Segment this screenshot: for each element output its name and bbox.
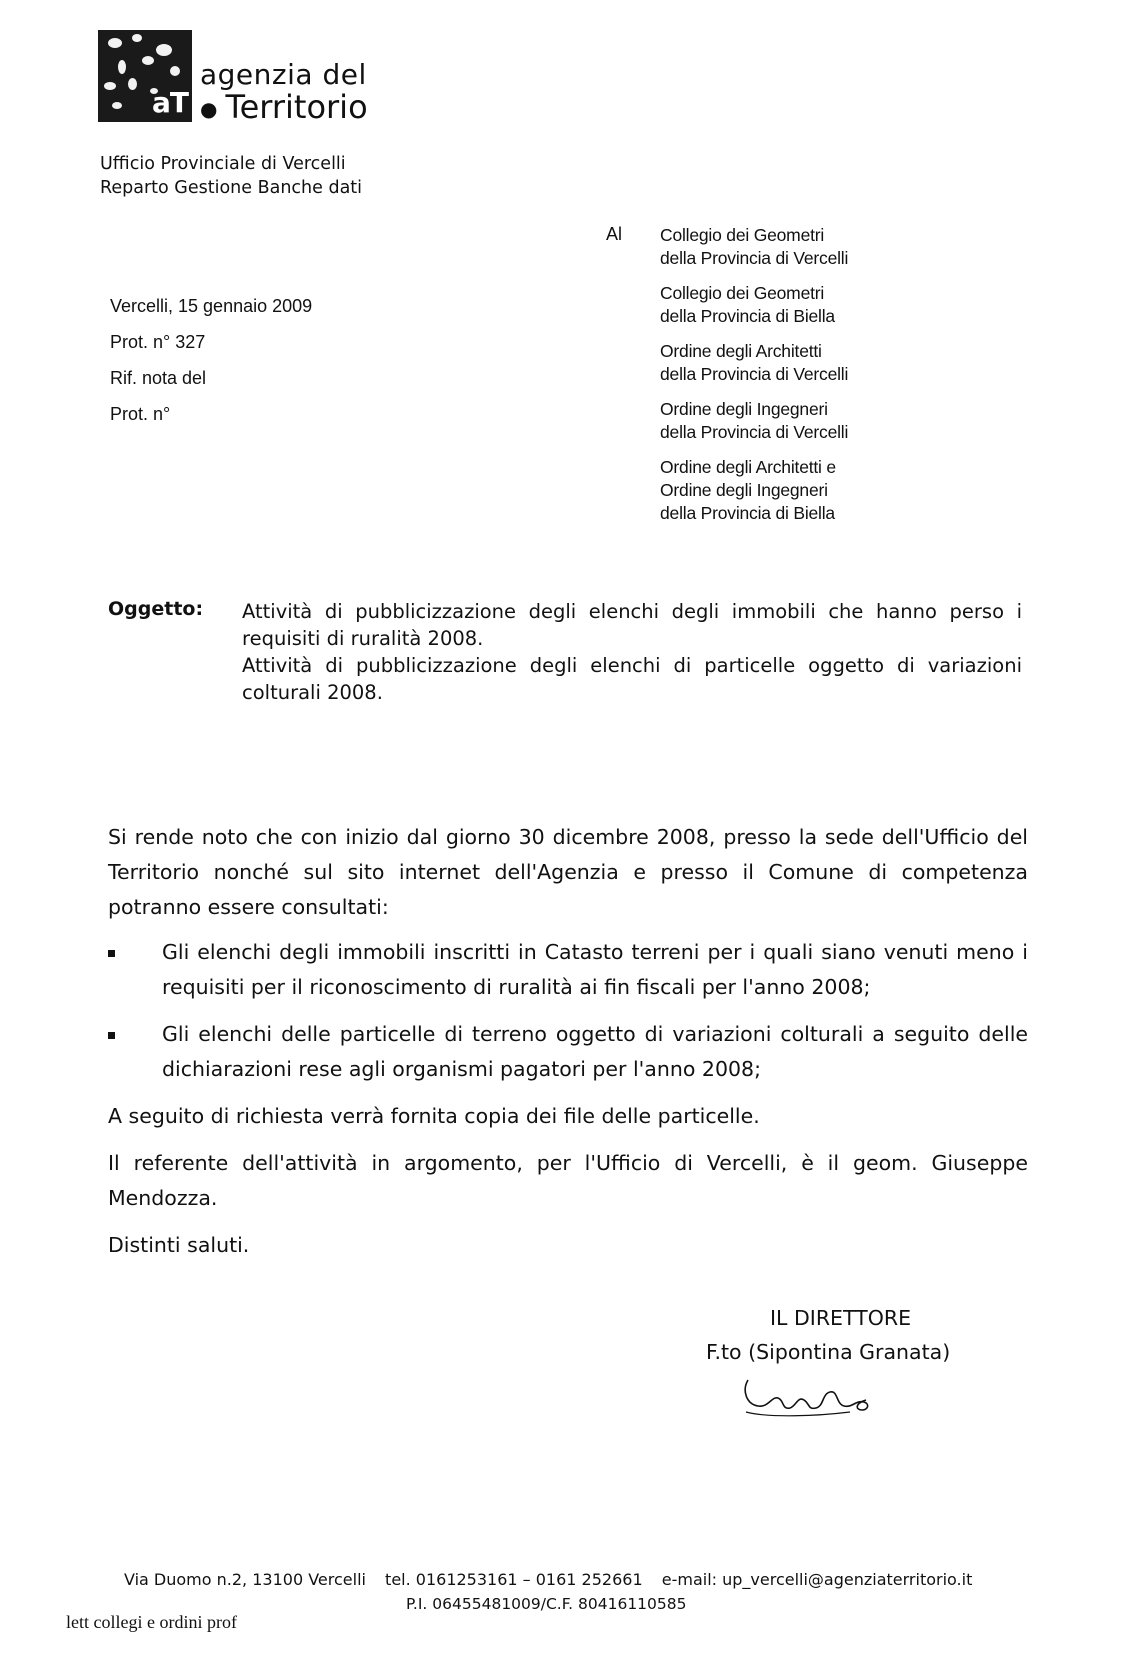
recipient: [660, 224, 848, 270]
office-name: Ufficio Provinciale di Vercelli: [100, 154, 346, 174]
letter-body: [108, 820, 1028, 1275]
recipient: [660, 340, 848, 386]
recipient-line: della Provincia di Vercelli: [660, 248, 849, 268]
recipient-line: Ordine degli Architetti: [660, 341, 822, 361]
footer-email: e-mail: up_vercelli@agenziaterritorio.it: [661, 1570, 973, 1589]
subject-label: Oggetto:: [108, 598, 204, 620]
recipient-line: Ordine degli Ingegneri: [660, 480, 828, 500]
office-department: Reparto Gestione Banche dati: [100, 178, 363, 198]
logo-emblem-icon: ●: [200, 97, 218, 121]
footer-fiscal-codes: P.I. 06455481009/C.F. 80416110585: [406, 1595, 687, 1613]
office-block: [100, 152, 362, 200]
signatory-name: F.to (Sipontina Granata): [706, 1340, 951, 1364]
contact-paragraph: Il referente dell'attività in argomento, per l'Ufficio di Vercelli, è il geom. Giuseppe Mendozza.: [108, 1151, 1028, 1210]
recipient-line: Collegio dei Geometri: [660, 283, 825, 303]
bullet-icon: [108, 1032, 115, 1039]
reference-note: Rif. nota del: [110, 368, 207, 388]
handwritten-signature: [738, 1360, 888, 1420]
list-item: [108, 935, 1028, 1005]
intro-paragraph: Si rende noto che con inizio dal giorno 30 dicembre 2008, presso la sede dell'Ufficio del Territorio nonché sul sito internet dell'Agenzia e presso il Comune di competenza potranno essere consultati:: [108, 825, 1028, 919]
recipient: [660, 398, 848, 444]
letter-meta: [110, 288, 312, 432]
recipients-list: [660, 224, 848, 537]
addressee-label: Al: [606, 224, 623, 244]
recipient-line: della Provincia di Biella: [660, 306, 835, 326]
agency-name-territorio: Territorio: [225, 88, 368, 126]
subject-text: [242, 598, 1022, 706]
recipient-line: Collegio dei Geometri: [660, 225, 825, 245]
agency-name-line2: [200, 88, 368, 126]
copy-request-paragraph: A seguito di richiesta verrà fornita copia dei file delle particelle.: [108, 1104, 760, 1128]
recipient-line: della Provincia di Biella: [660, 503, 835, 523]
footer-phone: tel. 0161253161 – 0161 252661: [385, 1570, 643, 1589]
recipient-line: Ordine degli Ingegneri: [660, 399, 828, 419]
footer-contacts: [124, 1570, 972, 1589]
recipient-line: della Provincia di Vercelli: [660, 364, 849, 384]
list-item-text: Gli elenchi degli immobili inscritti in Catasto terreni per i quali siano venuti meno i requisiti per il riconoscimento di ruralità ai fin fiscali per l'anno 2008;: [162, 940, 1028, 999]
list-item: [108, 1017, 1028, 1087]
file-note: lett collegi e ordini prof: [66, 1612, 237, 1632]
reference-protocol: Prot. n°: [110, 404, 171, 424]
subject-line-2: Attività di pubblicizzazione degli elenchi di particelle oggetto di variazioni colturali 2008.: [242, 654, 1022, 704]
list-item-text: Gli elenchi delle particelle di terreno oggetto di variazioni colturali a seguito delle dichiarazioni rese agli organismi pagatori per l'anno 2008;: [162, 1022, 1028, 1081]
footer-address: Via Duomo n.2, 13100 Vercelli: [124, 1570, 366, 1589]
bullet-icon: [108, 950, 115, 957]
logo-mark: aT: [152, 86, 188, 119]
letter-date: Vercelli, 15 gennaio 2009: [110, 296, 313, 316]
signatory-title: IL DIRETTORE: [770, 1306, 912, 1330]
closing-salutation: Distinti saluti.: [108, 1233, 250, 1257]
recipient: [660, 282, 848, 328]
agency-name-line1: agenzia del: [200, 58, 367, 91]
recipient-line: della Provincia di Vercelli: [660, 422, 849, 442]
protocol-number: Prot. n° 327: [110, 332, 206, 352]
recipient: [660, 456, 848, 525]
subject-line-1: Attività di pubblicizzazione degli elenchi degli immobili che hanno perso i requisiti di ruralità 2008.: [242, 600, 1022, 650]
recipient-line: Ordine degli Architetti e: [660, 457, 836, 477]
